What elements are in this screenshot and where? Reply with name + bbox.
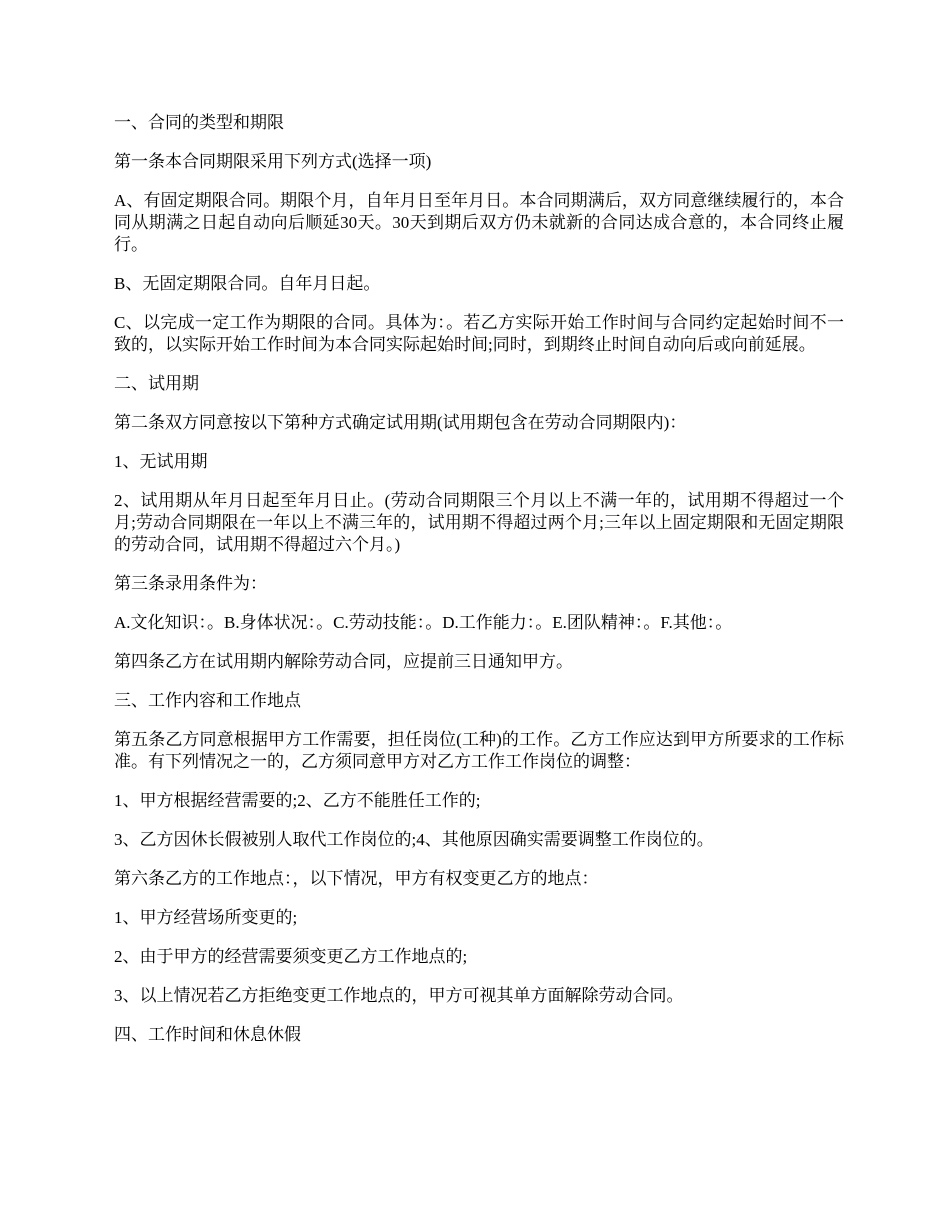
hiring-conditions: A.文化知识：。B.身体状况：。C.劳动技能：。D.工作能力：。E.团队精神：。F.其他：。 [114, 613, 733, 632]
location-change-3: 3、以上情况若乙方拒绝变更工作地点的，甲方可视其单方面解除劳动合同。 [114, 986, 684, 1005]
location-change-2: 2、由于甲方的经营需要须变更乙方工作地点的; [114, 947, 468, 966]
probation-option-2: 2、试用期从年月日起至年月日止。(劳动合同期限三个月以上不满一年的，试用期不得超过一个月;劳动合同期限在一年以上不满三年的，试用期不得超过两个月;三年以上固定期限和无固定期限的劳动合同，试用期不得超过六个月。) [114, 491, 844, 554]
article-4: 第四条乙方在试用期内解除劳动合同，应提前三日通知甲方。 [114, 652, 573, 671]
adjustment-cases-3-4: 3、乙方因休长假被别人取代工作岗位的;4、其他原因确实需要调整工作岗位的。 [114, 830, 714, 849]
location-change-1: 1、甲方经营场所变更的; [114, 908, 298, 927]
article-2: 第二条双方同意按以下第种方式确定试用期(试用期包含在劳动合同期限内)： [114, 413, 687, 432]
article-3: 第三条录用条件为： [114, 574, 267, 593]
probation-option-1: 1、无试用期 [114, 452, 208, 471]
adjustment-cases-1-2: 1、甲方根据经营需要的;2、乙方不能胜任工作的; [114, 791, 481, 810]
document-body [114, 112, 844, 1063]
section-heading-probation: 二、试用期 [114, 374, 199, 393]
section-heading-contract-type: 一、合同的类型和期限 [114, 113, 284, 132]
option-b-open-term: B、无固定期限合同。自年月日起。 [114, 274, 381, 293]
article-5: 第五条乙方同意根据甲方工作需要，担任岗位(工种)的工作。乙方工作应达到甲方所要求的工作标准。有下列情况之一的，乙方须同意甲方对乙方工作工作岗位的调整： [114, 730, 844, 771]
article-1: 第一条本合同期限采用下列方式(选择一项) [114, 152, 432, 171]
option-a-fixed-term: A、有固定期限合同。期限个月，自年月日至年月日。本合同期满后，双方同意继续履行的，本合同从期满之日起自动向后顺延30天。30天到期后双方仍未就新的合同达成合意的，本合同终止履行。 [114, 191, 844, 254]
option-c-task-term: C、以完成一定工作为期限的合同。具体为：。若乙方实际开始工作时间与合同约定起始时间不一致的，以实际开始工作时间为本合同实际起始时间;同时，到期终止时间自动向后或向前延展。 [114, 313, 844, 354]
article-6: 第六条乙方的工作地点：，以下情况，甲方有权变更乙方的地点： [114, 869, 599, 888]
section-heading-work-content: 三、工作内容和工作地点 [114, 691, 301, 710]
section-heading-work-hours: 四、工作时间和休息休假 [114, 1025, 301, 1044]
